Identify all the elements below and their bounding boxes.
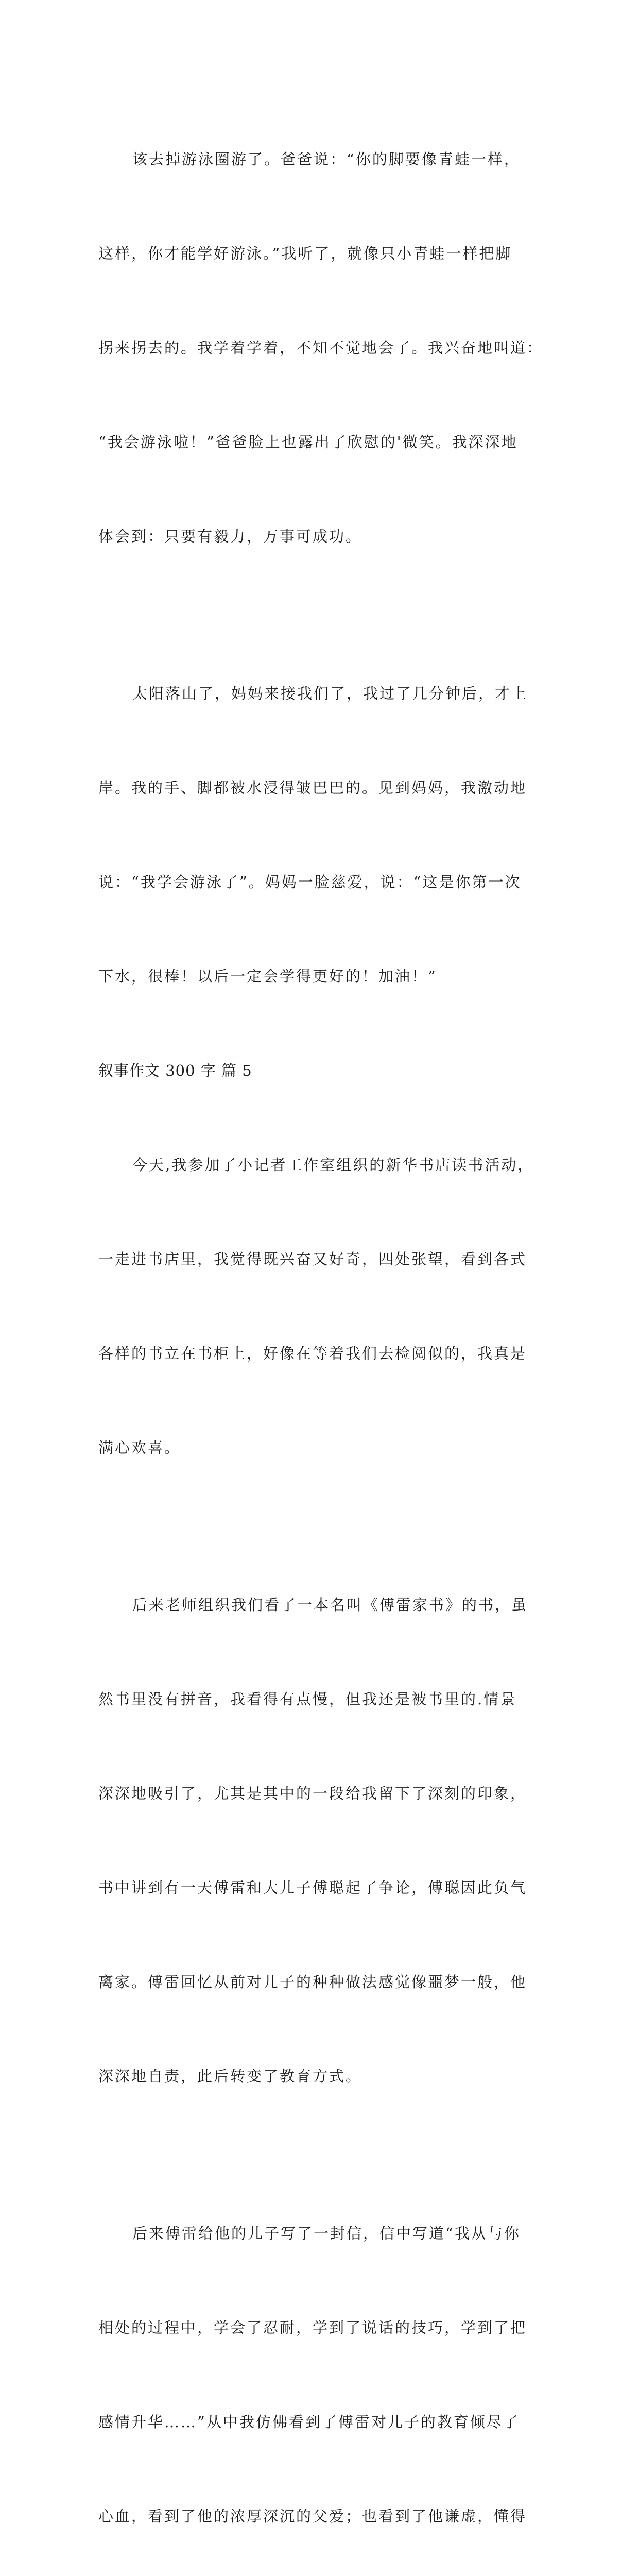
text-line: 然书里没有拼音，我看得有点慢，但我还是被书里的.情景: [98, 1690, 517, 1708]
text-line: 各样的书立在书柜上，好像在等着我们去检阅似的，我真是: [98, 1345, 527, 1362]
text-line: 心血，看到了他的浓厚深沉的父爱；也看到了他谦虚，懂得: [98, 2507, 527, 2525]
text-line: 感情升华……”从中我仿佛看到了傅雷对儿子的教育倾尽了: [98, 2413, 520, 2431]
text-line: 离家。傅雷回忆从前对儿子的种种做法感觉像噩梦一般，他: [98, 1973, 527, 1991]
paragraph-swimming-lesson: [98, 81, 551, 615]
section-heading: 叙事作文 300 字 篇 5: [98, 1062, 252, 1079]
text-line: 体会到：只要有毅力，万事可成功。: [98, 528, 362, 545]
text-line: 相处的过程中，学会了忍耐，学到了说话的技巧，学到了把: [98, 2319, 527, 2336]
paragraph-letter: [98, 2155, 551, 2576]
text-line: 深深地吸引了，尤其是其中的一段给我留下了深刻的印象，: [98, 1785, 527, 1802]
text-line: 深深地自责，此后转变了教育方式。: [98, 2067, 362, 2085]
text-line: 一走进书店里，我觉得既兴奋又好奇，四处张望，看到各式: [98, 1250, 527, 1268]
text-line: 这样，你才能学好游泳。”我听了，就像只小青蛙一样把脚: [98, 245, 512, 262]
text-line: 书中讲到有一天傅雷和大儿子傅聪起了争论，傅聪因此负气: [98, 1879, 527, 1896]
paragraph-bookstore: [98, 1087, 551, 1527]
document-body: [98, 81, 551, 2576]
text-line: 该去掉游泳圈游了。爸爸说：“你的脚要像青蛙一样，: [132, 150, 521, 168]
text-line: 后来傅雷给他的儿子写了一封信，信中写道“我从与你: [132, 2225, 521, 2242]
text-line: 满心欢喜。: [98, 1439, 181, 1456]
paragraph-sunset-return: [98, 615, 551, 1055]
text-line: 下水，很棒！以后一定会学得更好的！加油！”: [98, 968, 437, 985]
text-line: 岸。我的手、脚都被水浸得皱巴巴的。见到妈妈，我激动地: [98, 779, 527, 796]
paragraph-fu-lei-book: [98, 1527, 551, 2155]
text-line: 说：“我学会游泳了”。妈妈一脸慈爱，说：“这是你第一次: [98, 873, 522, 891]
text-line: 拐来拐去的。我学着学着，不知不觉地会了。我兴奋地叫道：: [98, 339, 544, 357]
text-line: 太阳落山了，妈妈来接我们了，我过了几分钟后，才上: [132, 685, 528, 702]
text-line: 后来老师组织我们看了一本名叫《傅雷家书》的书，虽: [132, 1596, 528, 1614]
text-line: “我会游泳啦！”爸爸脸上也露出了欣慰的'微笑。我深深地: [98, 433, 518, 451]
text-line: 今天,我参加了小记者工作室组织的新华书店读书活动，: [132, 1156, 534, 1174]
